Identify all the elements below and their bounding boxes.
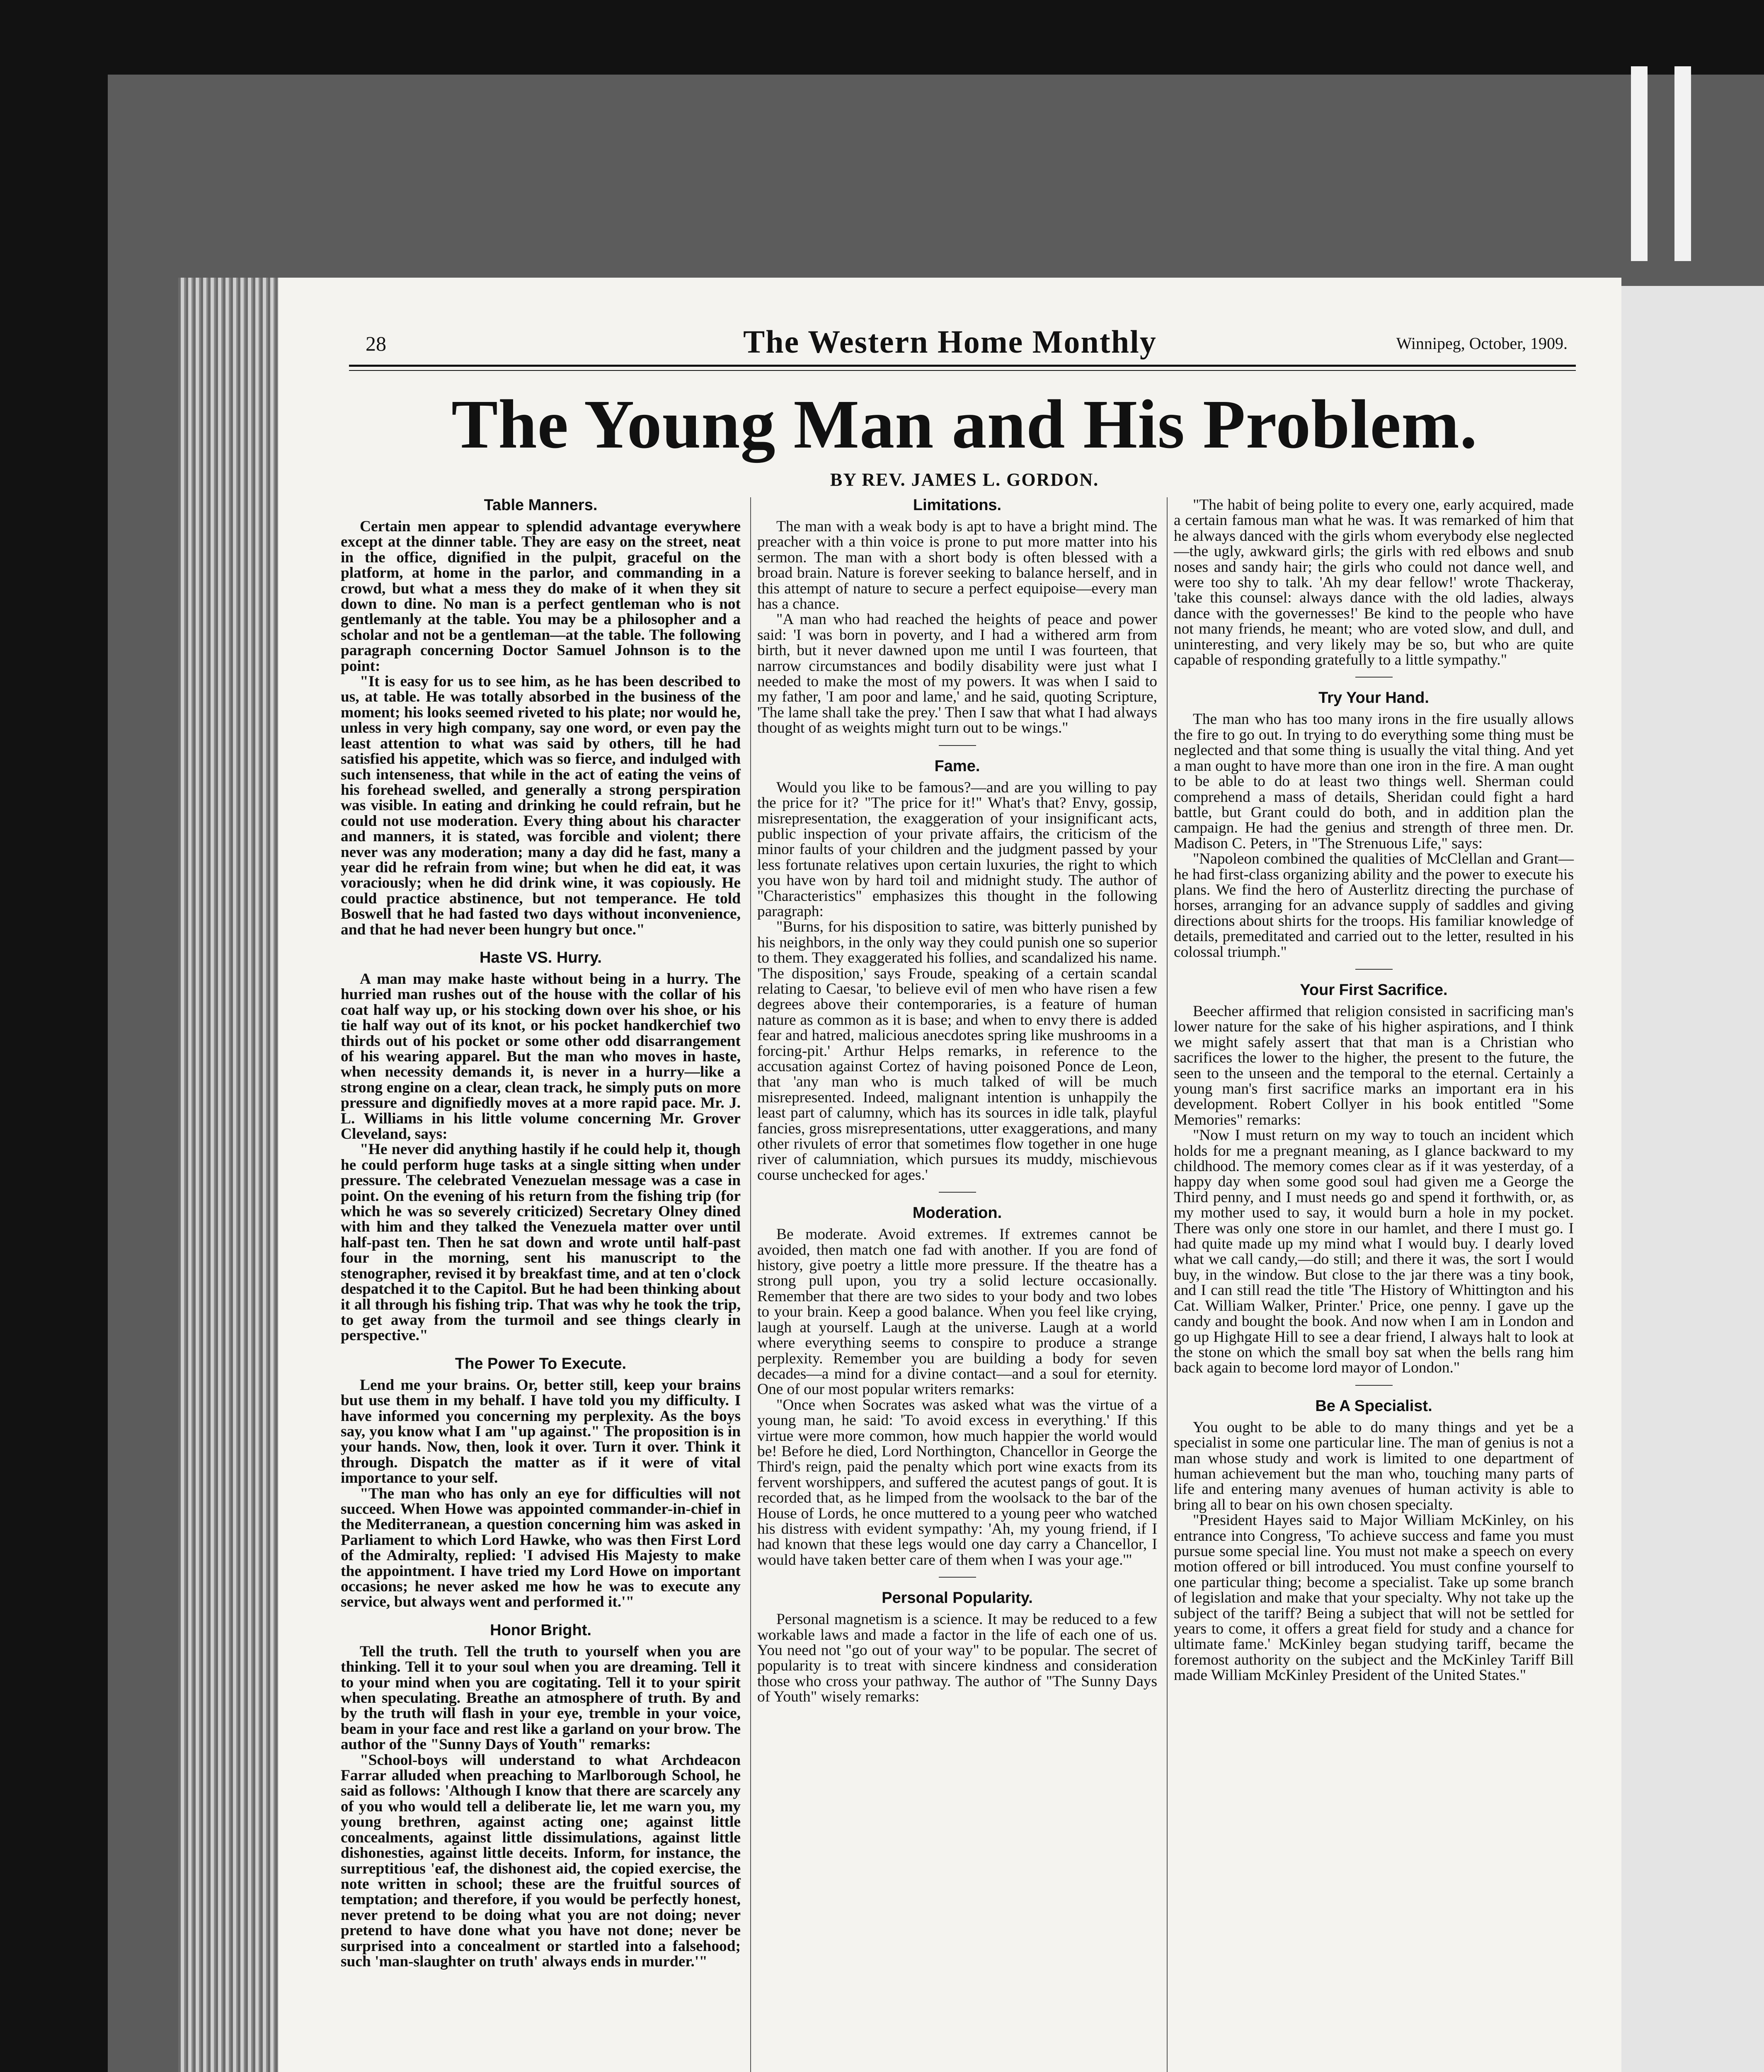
separator-rule xyxy=(939,1192,976,1193)
masthead: The Western Home Monthly xyxy=(743,324,1157,360)
adjacent-page xyxy=(1616,286,1764,2072)
quote-paragraph: "School-boys will understand to what Archdeacon Farrar alluded when preaching to Marlborough School, he said as follows: 'Although I know that there are scarcely any of you who would tell a deliberate lie, let me warn you, my young brethren, against acting one; against little concealments, against little dissimulations, against little dishonesties, against little deceits. Inform, for instance, the surreptitious 'eaf, the dishonest aid, the copied exercise, the note written in school; these are the fruitful sources of temptation; and therefore, if you would be perfectly honest, never pretend to be doing what you are not doing; never pretend to have done what you have not done; never be surprised into a concealment or startled into a falsehood; such 'man-slaughter on truth' always ends in murder.'" xyxy=(341,1751,741,1970)
column-2 xyxy=(757,497,1157,1705)
quote-paragraph: "A man who had reached the heights of peace and power said: 'I was born in poverty, and I had a withered arm from birth, but it never dawned upon me until I was fourteen, that narrow circumstances and bodily disability were just what I needed to make the most of my powers. It was when I said to my father, 'I am poor and lame,' and he said, quoting Scripture, 'The lame shall take the prey.' Then I saw that what I had always thought of as weights might turn out to be wings." xyxy=(757,611,1157,737)
paragraph: The man with a weak body is apt to have a bright mind. The preacher with a thin voice is prone to put more matter into his sermon. The man with a short body is often blessed with a broad brain. Nature is forever seeking to balance herself, and in this attempt of nature to secure a perfect equipoise—every man has a chance. xyxy=(757,518,1157,613)
column-3 xyxy=(1174,497,1574,1683)
section-heading-specialist: Be A Specialist. xyxy=(1315,1397,1432,1415)
paragraph: The man who has too many irons in the fire usually allows the fire to go out. In trying to do everything some thing must be neglected and that some thing is usually the vital thing. And yet a man ought to have more than one iron in the fire. A man ought to be able to do at least two things well. Sherman could comprehend a mass of details, Sheridan could fight a hard battle, but Grant could do both, and in addition plan the campaign. He had the genius and strength of three men. Dr. Madison C. Peters, in "The Strenuous Life," says: xyxy=(1174,711,1574,852)
section-heading-sacrifice: Your First Sacrifice. xyxy=(1300,981,1448,999)
section-heading-limitations: Limitations. xyxy=(913,496,1002,514)
header-rule xyxy=(349,365,1576,371)
quote-paragraph: "Napoleon combined the qualities of McClellan and Grant—he had first-class organizing ability and the power to execute his plans. We find the hero of Austerlitz directing the purchase of horses, arranging for an advance supply of saddles and giving directions about shirts for the troops. His familiar knowledge of details, premeditated and carried out to the letter, resulted in his colossal triumph." xyxy=(1174,850,1574,961)
quote-paragraph: "It is easy for us to see him, as he has been described to us, at table. He was totally absorbed in the business of the moment; his looks seemed riveted to his plate; nor would he, unless in very high company, say one word, or even pay the least attention to what was said by others, till he had satisfied his appetite, which was so fierce, and indulged with such intenseness, that while in the act of eating the veins of his forehead swelled, and generally a strong perspiration was visible. In eating and drinking he could refrain, but he could not use moderation. Every thing about his character and manners, it is stated, was forcible and violent; there never was any moderation; many a day did he fast, many a year did he refrain from wine; but when he did eat, it was voraciously; when he did drink wine, it was copiously. He could practice abstinence, but not temperance. He told Boswell that he had fasted two days without inconvenience, and that he had never been hungry but once." xyxy=(341,673,741,938)
film-marker-top-1 xyxy=(1631,66,1648,261)
paragraph: Lend me your brains. Or, better still, keep your brains but use them in my behalf. I have told you my difficulty. I have informed you concerning my perplexity. As the boys say, you know what I am "up against." The proposition is in your hands. Now, then, look it over. Turn it over. Think it through. Dispatch the matter as if it were of vital importance to your self. xyxy=(341,1376,741,1487)
paragraph: A man may make haste without being in a hurry. The hurried man rushes out of the house with the collar of his coat half way up, or his stocking down over his shoe, or his tie half way out of its knot, or his pocket handkerchief two thirds out of his pocket or some other odd disarrangement of his wearing apparel. But the man who moves in haste, when necessity demands it, is never in a hurry—like a strong engine on a clear, clean track, he simply puts on more pressure and dignifiedly moves at a more rapid pace. Mr. J. L. Williams in his little volume concerning Mr. Grover Cleveland, says: xyxy=(341,970,741,1143)
book-page-edges xyxy=(178,278,282,2072)
separator-rule xyxy=(939,745,976,746)
paragraph: Would you like to be famous?—and are you willing to pay the price for it? "The price for it!" What's that? Envy, gossip, misrepresentation, the exaggeration of your insignificant acts, public inspection of your private affairs, the criticism of the minor faults of your children and the judgment passed by your less fortunate relatives upon certain luxuries, the right to which you have won by hard toil and midnight study. The author of "Characteristics" emphasizes this thought in the following paragraph: xyxy=(757,779,1157,920)
article-byline: BY REV. JAMES L. GORDON. xyxy=(830,470,1099,490)
paragraph: You ought to be able to do many things and yet be a specialist in some one particular line. The man of genius is not a man whose study and work is limited to one department of human achievement but the man who, touching many parts of life and entering many avenues of human activity is able to bring all to bear on his own chosen specialty. xyxy=(1174,1418,1574,1513)
section-heading-fame: Fame. xyxy=(934,757,980,775)
quote-paragraph: "Once when Socrates was asked what was the virtue of a young man, he said: 'To avoid excess in everything.' If this virtue were more common, how much happier the world would be! Before he died, Lord Northington, Chancellor in George the Third's reign, paid the penalty which port wine exacts from its fervent worshippers, and suffered the acutest pangs of gout. It is recorded that, as he limped from the woolsack to the bar of the House of Lords, he once muttered to a young peer who watched his distress with evident sympathy: 'Ah, my young friend, if I had known that these legs would one day carry a Chancellor, I would have taken better care of them when I was your age.'" xyxy=(757,1396,1157,1569)
section-heading-try-hand: Try Your Hand. xyxy=(1318,689,1429,707)
section-heading-honor: Honor Bright. xyxy=(490,1621,591,1639)
section-heading-moderation: Moderation. xyxy=(912,1204,1002,1222)
section-heading-popularity: Personal Popularity. xyxy=(882,1589,1033,1607)
page-number: 28 xyxy=(366,332,386,355)
paragraph: Be moderate. Avoid extremes. If extremes cannot be avoided, then match one fad with another. If you are fond of history, give poetry a little more pressure. If the theatre has a strong pull upon, you try a solid lecture occasionally. Remember that there are two sides to your body and two lobes to your brain. Keep a good balance. When you feel like crying, laugh at yourself. Laugh at the universe. Laugh at a world where everything seems to conspire to produce a strange perplexity. Remember you are building a body for seven decades—a mind for a divine contact—and a soul for eternity. One of our most popular writers remarks: xyxy=(757,1226,1157,1398)
magazine-page xyxy=(279,278,1621,2072)
film-marker-top-2 xyxy=(1674,66,1691,261)
quote-paragraph: "President Hayes said to Major William McKinley, on his entrance into Congress, 'To achieve success and fame you must pursue some special line. You must not make a speech on every motion offered or bill introduced. You must confine yourself to one particular thing; become a specialist. Take up some branch of legislation and make that your specialty. Why not take up the subject of the tariff? Being a subject that will not be settled for years to come, it offers a great field for study and a chance for ultimate fame.' McKinley began studying tariff, became the foremost authority on the subject and the McKinley Tariff Bill made William McKinley President of the United States." xyxy=(1174,1512,1574,1684)
section-heading-haste: Haste VS. Hurry. xyxy=(480,949,602,966)
separator-rule xyxy=(1355,969,1393,970)
column-rule-1 xyxy=(750,497,751,2072)
column-1 xyxy=(341,497,741,1969)
article-title: The Young Man and His Problem. xyxy=(451,386,1478,463)
separator-rule xyxy=(939,1577,976,1578)
section-heading-table-manners: Table Manners. xyxy=(484,496,598,514)
dateline: Winnipeg, October, 1909. xyxy=(1396,334,1568,353)
paragraph: Tell the truth. Tell the truth to yourself when you are thinking. Tell it to your soul when you are dreaming. Tell it to your mind when you are cogitating. Tell it to your spirit when speculating. Breathe an atmosphere of truth. By and by the truth will flash in your eye, tremble in your voice, beam in your face and rest like a garland on your brow. The author of the "Sunny Days of Youth" remarks: xyxy=(341,1643,741,1753)
paragraph: Beecher affirmed that religion consisted in sacrificing man's lower nature for the sake of his higher aspirations, and I think we might safely assert that that man is a Christian who sacrifices the lower to the higher, the present to the future, the seen to the unseen and the temporal to the eternal. Certainly a young man's first sacrifice marks an important era in his development. Robert Collyer in his book entitled "Some Memories" remarks: xyxy=(1174,1002,1574,1128)
quote-paragraph: "He never did anything hastily if he could help it, though he could perform huge tasks at a single sitting when under pressure. The celebrated Venezuelan message was a case in point. On the evening of his return from the fishing trip (for which he was so severely criticized) Secretary Olney dined with him and they talked the Venezuela matter over until half-past ten. Then he sat down and wrote until half-past four in the morning, sent his manuscript to the stenographer, revised it by breakfast time, and at ten o'clock despatched it to the Capitol. But he had been thinking about it all through his fishing trip. That was why he took the trip, to get away from the turmoil and see things clearly in perspective." xyxy=(341,1141,741,1344)
quote-paragraph: "Burns, for his disposition to satire, was bitterly punished by his neighbors, in the only way they could punish one so superior to them. They exaggerated his follies, and scandalized his name. 'The disposition,' says Froude, speaking of a certain scandal relating to Caesar, 'to believe evil of men who have risen a few degrees above their contemporaries, is a feature of human nature as common as it is base; and when to envy there is added fear and hatred, malicious anecdotes spring like mushrooms in a forcing-pit.' Arthur Helps remarks, in reference to the accusation against Cortez of having poisoned Ponce de Leon, that 'any man who is much talked of will be much misrepresented. Indeed, malignant intention is unhappily the least part of calumny, which has its sources in idle talk, playful fancies, gross misrepresentations, utter exaggerations, and many other rivulets of error that sometimes flow together in one huge river of calumniation, which pursues its muddy, mischievous course unchecked for ages.' xyxy=(757,918,1157,1184)
column-rule-2 xyxy=(1167,497,1168,2072)
section-heading-power: The Power To Execute. xyxy=(455,1355,627,1372)
paragraph: Personal magnetism is a science. It may be reduced to a few workable laws and made a factor in the life of each one of us. You need not "go out of your way" to be popular. The secret of popularity is to treat with sincere kindness and consideration those who cross your pathway. The author of "The Sunny Days of Youth" wisely remarks: xyxy=(757,1611,1157,1706)
separator-rule xyxy=(1355,677,1393,678)
paragraph: Certain men appear to splendid advantage everywhere except at the dinner table. They are easy on the street, neat in the office, dignified in the pulpit, graceful on the platform, at home in the parlor, and commanding in a crowd, but what a mess they do make of it when they sit down to dine. No man is a perfect gentleman who is not gentlemanly at the table. You may be a philosopher and a scholar and not be a gentleman—at the table. The following paragraph concerning Doctor Samuel Johnson is to the point: xyxy=(341,518,741,675)
separator-rule xyxy=(1355,1385,1393,1386)
quote-paragraph: "The habit of being polite to every one, early acquired, made a certain famous man what he was. It was remarked of him that he always danced with the girls whom everybody else neglected—the ugly, awkward girls; the girls with red elbows and snub noses and sandy hair; the girls who could not dance well, and were too shy to talk. 'Ah my dear fellow!' wrote Thackeray, 'take this counsel: always dance with the old ladies, always dance with the governesses!' Be kind to the people who have not many friends, he meant; who are voted slow, and dull, and uninteresting, and very likely may be so, but who are quite capable of responding gratefully to a little sympathy." xyxy=(1174,496,1574,669)
quote-paragraph: "The man who has only an eye for difficulties will not succeed. When Howe was appointed commander-in-chief in the Mediterranean, a question concerning him was asked in Parliament to which Lord Hawke, who was then First Lord of the Admiralty, replied: 'I advised His Majesty to make the appointment. I have tried my Lord Howe on important occasions; he never asked me how he was to execute any service, but always went and performed it.'" xyxy=(341,1485,741,1611)
quote-paragraph: "Now I must return on my way to touch an incident which holds for me a pregnant meaning, as I glance backward to my childhood. The memory comes clear as if it was yesterday, of a happy day when some good soul had given me a George the Third penny, and I must needs go and spend it forthwith, or, as my mother used to say, it would burn a hole in my pocket. There was only one store in our hamlet, and there I must go. I had quite made up my mind what I would buy. I dearly loved what we call candy,—do still; and there it was, the sort I would buy, in the window. But close to the jar there was a tiny book, and I can still read the title 'The History of Whittington and his Cat. William Walker, Printer.' Price, one penny. I gave up the candy and bought the book. And now when I am in London and go up Highgate Hill to see a dear friend, I always halt to look at the stone on which the small boy sat when the bells rang him back again to become lord mayor of London." xyxy=(1174,1127,1574,1377)
